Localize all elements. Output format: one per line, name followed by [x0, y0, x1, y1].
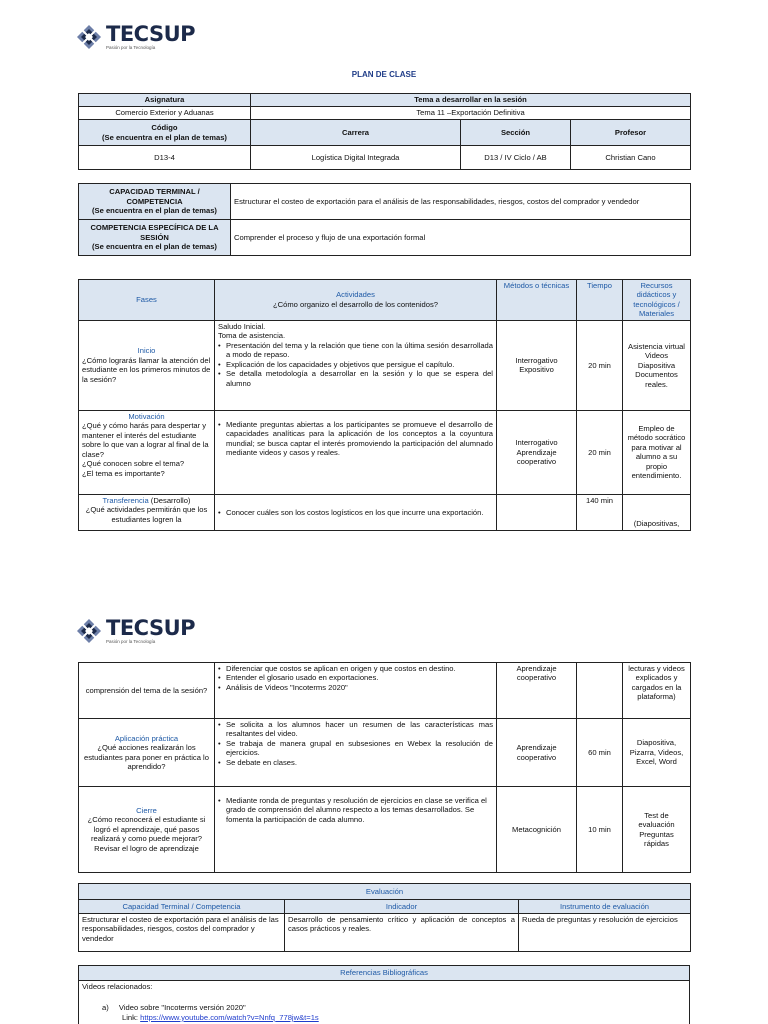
metodos-motivacion: Interrogativo Aprendizaje cooperativo: [497, 410, 577, 494]
fase-motivacion-question: ¿Qué y cómo harás para despertar y mantener el interés del estudiante sobre lo que van a lograr al final de la clase? ¿Qué conocen sobre el tema? ¿El tema es importante?: [82, 421, 209, 478]
tiempo-motivacion: 20 min: [577, 410, 623, 494]
actividades-aplicacion-list: [218, 720, 493, 767]
codigo-header-note: (Se encuentra en el plan de temas): [102, 132, 227, 142]
fases-table-continued: [78, 662, 691, 873]
reference-text: Video sobre "Incoterms versión 2020": [118, 1003, 246, 1013]
fase-row-aplicacion: [79, 719, 691, 787]
actividades-inicio: [215, 320, 497, 410]
metodos-aplicacion: Aprendizaje cooperativo: [497, 719, 577, 787]
videos-label: Videos relacionados:: [82, 982, 153, 991]
fase-motivacion-cell: [79, 410, 215, 494]
profesor-value: Christian Cano: [571, 146, 691, 170]
recursos-transferencia: (Diapositivas,: [623, 494, 691, 530]
actividades-motivacion: [215, 410, 497, 494]
fases-header: Fases: [79, 280, 215, 321]
fase-transferencia-suffix: (Desarrollo): [148, 495, 191, 505]
competencia-especifica-header: [79, 220, 231, 256]
list-item: • Mediante ronda de preguntas y resolución de ejercicios en clase se verifica el grado de comprensión del alumno respecto a los temas desarrollados. Se fomenta la participación de cada alumno.: [218, 796, 493, 824]
tiempo-transferencia: 140 min: [577, 494, 623, 530]
list-item: • Conocer cuáles son los costos logísticos en los que incurre una exportación.: [218, 508, 493, 517]
reference-link-label: Link:: [122, 1012, 139, 1022]
actividades-motivacion-list: [218, 420, 493, 458]
actividades-transferencia-cont: [215, 663, 497, 719]
capacidad-terminal-label: CAPACIDAD TERMINAL / COMPETENCIA: [109, 187, 200, 206]
actividades-cierre: [215, 787, 497, 873]
actividades-transferencia: [215, 494, 497, 530]
tiempo-cierre: 10 min: [577, 787, 623, 873]
fase-row-transferencia: [79, 494, 691, 530]
carrera-value: Logística Digital Integrada: [251, 146, 461, 170]
tema-value: Tema 11 –Exportación Definitiva: [251, 107, 691, 120]
fase-aplicacion-cell: [79, 719, 215, 787]
tiempo-header: Tiempo: [577, 280, 623, 321]
fase-inicio-question: ¿Cómo lograrás llamar la atención del estudiante en los primeros minutos de la sesión?: [82, 355, 211, 384]
actividades-header-label: Actividades: [336, 290, 375, 300]
fase-inicio-name: Inicio: [137, 346, 156, 356]
fase-transferencia-question-cont: comprensión del tema de la sesión?: [79, 663, 215, 719]
codigo-value: D13-4: [79, 146, 251, 170]
fase-cierre-cell: [79, 787, 215, 873]
evaluacion-table: [78, 883, 691, 952]
metodos-header: Métodos o técnicas: [497, 280, 577, 321]
competencia-especifica-value: Comprender el proceso y flujo de una exportación formal: [231, 220, 691, 256]
list-item: • Presentación del tema y la relación que tiene con la última sesión desarrollada a modo de repaso.: [218, 341, 493, 360]
fase-transferencia-cell: [79, 494, 215, 530]
fase-row-motivacion: [79, 410, 691, 494]
evaluacion-cap-value: Estructurar el costeo de exportación para el análisis de las responsabilidades, riesgos, costos del comprador y vendedor: [79, 914, 285, 952]
fase-aplicacion-name: Aplicación práctica: [114, 733, 179, 743]
actividades-transferencia-list: [218, 508, 493, 517]
metodos-inicio: Interrogativo Expositivo: [497, 320, 577, 410]
plan-title: PLAN DE CLASE: [351, 70, 417, 79]
reference-marker: a): [102, 1003, 109, 1013]
seccion-header: Sección: [461, 120, 571, 146]
tecsup-logo: [76, 24, 195, 51]
fase-transferencia-name: Transferencia: [102, 495, 149, 505]
tema-header: Tema a desarrollar en la sesión: [251, 94, 691, 107]
seccion-value: D13 / IV Ciclo / AB: [461, 146, 571, 170]
recursos-cierre: Test de evaluación Preguntas rápidas: [623, 787, 691, 873]
fase-motivacion-name: Motivación: [128, 411, 165, 421]
evaluacion-ind-header: Indicador: [285, 900, 519, 914]
logo-tagline: Pasión por la Tecnología: [106, 45, 156, 50]
recursos-inicio: Asistencia virtual Videos Diapositiva Documentos reales.: [623, 320, 691, 410]
tiempo-transferencia-cont: [577, 663, 623, 719]
asignatura-value: Comercio Exterior y Aduanas: [79, 107, 251, 120]
recursos-motivacion: Empleo de método socrático para motivar al alumno a su propio entendimiento.: [623, 410, 691, 494]
logo-word: TECSUP: [106, 22, 196, 46]
evaluacion-title: Evaluación: [79, 884, 691, 900]
evaluacion-ind-value: Desarrollo de pensamiento crítico y aplicación de conceptos a casos prácticos y reales.: [285, 914, 519, 952]
tecsup-logo: [76, 618, 195, 645]
metodos-cierre: Metacognición: [497, 787, 577, 873]
evaluacion-inst-header: Instrumento de evaluación: [519, 900, 691, 914]
actividades-header: [215, 280, 497, 321]
fase-row-cierre: [79, 787, 691, 873]
actividades-aplicacion: [215, 719, 497, 787]
recursos-transferencia-cont: lecturas y videos explicados y cargados en la plataforma): [623, 663, 691, 719]
info-table: [78, 93, 691, 170]
tecsup-logo-icon: [76, 24, 102, 50]
tecsup-logo-icon: [76, 618, 102, 644]
actividades-header-sub: ¿Cómo organizo el desarrollo de los contenidos?: [272, 299, 439, 309]
referencias-body: [79, 981, 690, 1024]
metodos-transferencia: [497, 494, 577, 530]
fase-cierre-name: Cierre: [136, 805, 157, 815]
actividad-asistencia: Toma de asistencia.: [218, 331, 286, 341]
metodos-transferencia-cont: Aprendizaje cooperativo: [497, 663, 577, 719]
list-item: • Se trabaja de manera grupal en subsesiones en Webex la resolución de ejercicios.: [218, 739, 493, 758]
codigo-header-label: Código: [151, 123, 178, 133]
codigo-header: [79, 120, 251, 146]
profesor-header: Profesor: [571, 120, 691, 146]
reference-link[interactable]: https://www.youtube.com/watch?v=Nnfq_778jw&t=1s: [140, 1012, 319, 1022]
list-item: • Análisis de Videos "Incoterms 2020": [218, 683, 493, 692]
fase-row-inicio: [79, 320, 691, 410]
reference-item: [82, 1003, 686, 1012]
list-item: • Se debate en clases.: [218, 758, 493, 767]
list-item: • Diferenciar que costos se aplican en origen y que costos en destino.: [218, 664, 493, 673]
carrera-header: Carrera: [251, 120, 461, 146]
competencia-especifica-label: COMPETENCIA ESPECÍFICA DE LA SESIÓN: [90, 223, 219, 242]
recursos-aplicacion: Diapositiva, Pizarra, Videos, Excel, Word: [623, 719, 691, 787]
actividad-saludo: Saludo Inicial.: [218, 321, 266, 331]
fase-transferencia-title: [82, 496, 211, 505]
logo-word: TECSUP: [106, 616, 196, 640]
capacidad-terminal-header: [79, 184, 231, 220]
list-item: • Explicación de los capacidades y objetivos que persigue el capítulo.: [218, 360, 493, 369]
fase-transferencia-question: ¿Qué actividades permitirán que los estudiantes logren la: [85, 505, 208, 524]
list-item: • Mediante preguntas abiertas a los participantes se promueve el desarrollo de capacidades analíticas para la aplicación de los conceptos a la coyuntura mundial; se busca captar el interés promoviendo la participación del alumnado mediante videos y casos y reales.: [218, 420, 493, 458]
recursos-header: Recursos didácticos y tecnológicos / Materiales: [623, 280, 691, 321]
reference-link-line: [82, 1013, 686, 1022]
fase-inicio-cell: [79, 320, 215, 410]
list-item: • Se solicita a los alumnos hacer un resumen de las características mas resaltantes del video.: [218, 720, 493, 739]
tiempo-inicio: 20 min: [577, 320, 623, 410]
actividades-inicio-list: [218, 341, 493, 388]
fase-row-transferencia-cont: [79, 663, 691, 719]
fase-aplicacion-question: ¿Qué acciones realizarán los estudiantes para poner en práctica lo aprendido?: [84, 743, 209, 771]
capacidad-terminal-value: Estructurar el costeo de exportación para el análisis de las responsabilidades, riesgos, costos del comprador y vendedor: [231, 184, 691, 220]
evaluacion-inst-value: Rueda de preguntas y resolución de ejercicios: [519, 914, 691, 952]
referencias-table: [78, 965, 690, 1024]
logo-tagline: Pasión por la Tecnología: [106, 639, 156, 644]
tiempo-aplicacion: 60 min: [577, 719, 623, 787]
asignatura-header: Asignatura: [79, 94, 251, 107]
evaluacion-cap-header: Capacidad Terminal / Competencia: [79, 900, 285, 914]
competencias-table: [78, 183, 691, 256]
fase-cierre-question: ¿Cómo reconocerá el estudiante si logró el aprendizaje, qué pasos realizará y como puede mejorar? Revisar el logro de aprendizaje: [87, 815, 206, 853]
actividades-cierre-list: [218, 796, 493, 824]
competencia-especifica-note: (Se encuentra en el plan de temas): [92, 242, 217, 252]
list-item: • Entender el glosario usado en exportaciones.: [218, 673, 493, 682]
actividades-transferencia-cont-list: [218, 664, 493, 692]
capacidad-terminal-note: (Se encuentra en el plan de temas): [92, 206, 217, 216]
referencias-title: Referencias Bibliográficas: [79, 966, 690, 981]
list-item: • Se detalla metodología a desarrollar en la sesión y lo que se espera del alumno: [218, 369, 493, 388]
fases-table: [78, 279, 691, 531]
